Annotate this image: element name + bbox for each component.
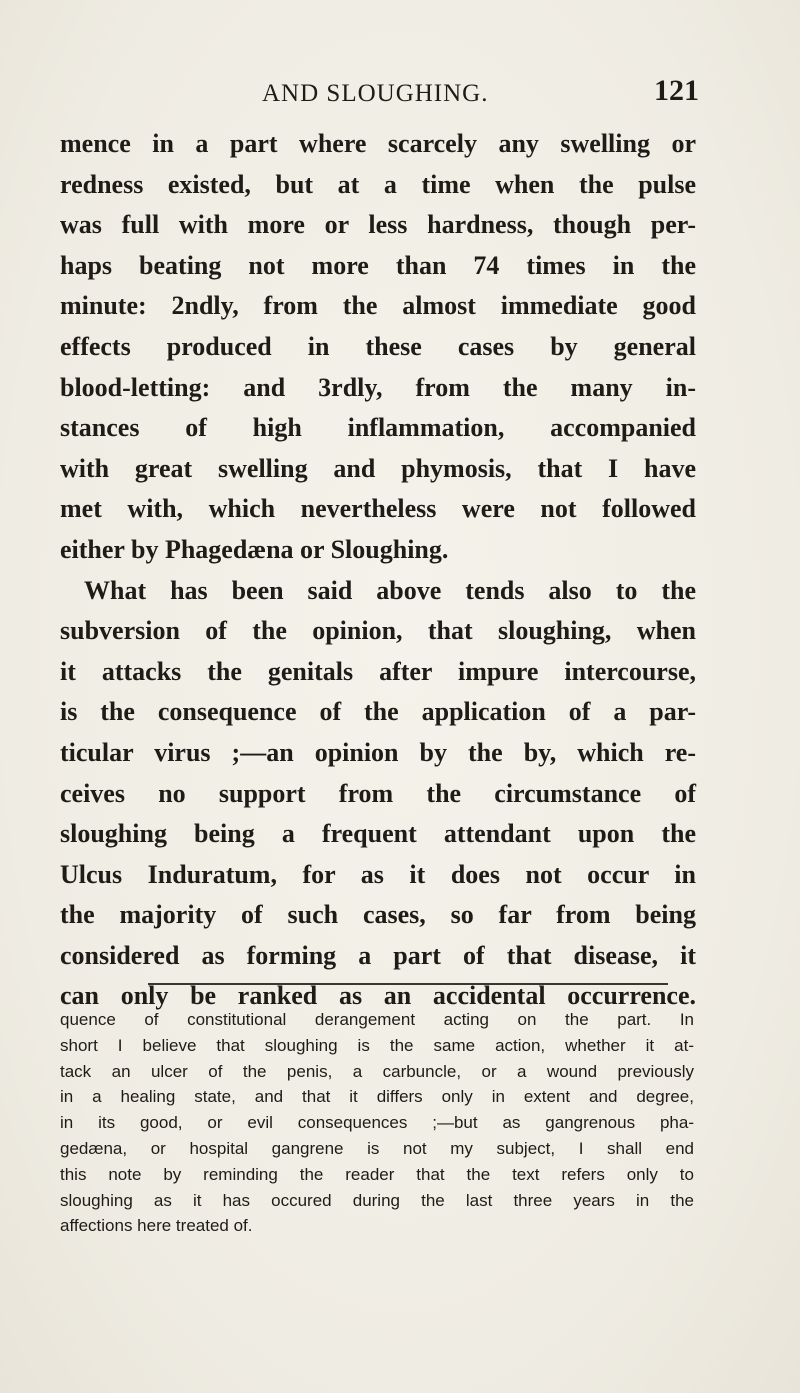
footnote-divider <box>148 983 668 985</box>
text-line: Ulcus Induratum, for as it does not occur in <box>60 859 696 889</box>
text-line: sloughing being a frequent attendant upon the <box>60 819 696 849</box>
text-line: minute: 2ndly, from the almost immediate good <box>60 291 696 321</box>
footnote-line: gedæna, or hospital gangrene is not my subject, I shall end <box>60 1138 694 1158</box>
text-line: it attacks the genitals after impure intercourse, <box>60 656 696 686</box>
text-line: was full with more or less hardness, though per- <box>60 210 696 240</box>
text-line: met with, which nevertheless were not followed <box>60 494 696 524</box>
footnote-line: short I believe that sloughing is the same action, whether it at- <box>60 1035 694 1055</box>
page-header <box>0 74 800 114</box>
text-line: blood-letting: and 3rdly, from the many in- <box>60 372 696 402</box>
main-text <box>60 124 696 1017</box>
text-line: ceives no support from the circumstance of <box>60 778 696 808</box>
text-line: with great swelling and phymosis, that I have <box>60 453 696 483</box>
text-line: effects produced in these cases by general <box>60 331 696 361</box>
footnote-line: tack an ulcer of the penis, a carbuncle, or a wound previously <box>60 1061 694 1081</box>
footnote <box>60 1007 694 1239</box>
footnote-line: affections here treated of. <box>60 1216 253 1236</box>
text-line: What has been said above tends also to the <box>84 575 696 605</box>
footnote-line: quence of constitutional derangement acting on the part. In <box>60 1010 694 1029</box>
text-line: considered as forming a part of that disease, it <box>60 940 696 970</box>
text-line: either by Phagedæna or Sloughing. <box>60 534 449 564</box>
text-line: the majority of such cases, so far from being <box>60 900 696 930</box>
footnote-line: this note by reminding the reader that the text refers only to <box>60 1164 694 1184</box>
footnote-line: in its good, or evil consequences ;—but as gangrenous pha- <box>60 1113 694 1133</box>
text-line: mence in a part where scarcely any swelling or <box>60 129 696 158</box>
text-line: ticular virus ;—an opinion by the by, which re- <box>60 737 696 767</box>
text-line: redness existed, but at a time when the pulse <box>60 169 696 199</box>
footnote-line: sloughing as it has occured during the last three years in the <box>60 1190 694 1210</box>
text-line: haps beating not more than 74 times in the <box>60 250 696 280</box>
text-line: can only be ranked as an accidental occurrence. <box>60 981 696 1011</box>
page-number: 121 <box>654 74 699 107</box>
running-head: AND SLOUGHING. <box>262 80 489 107</box>
text-line: is the consequence of the application of a par- <box>60 697 696 727</box>
text-line: stances of high inflammation, accompanied <box>60 413 696 443</box>
footnote-line: in a healing state, and that it differs only in extent and degree, <box>60 1087 694 1107</box>
text-line: subversion of the opinion, that sloughing, when <box>60 616 696 646</box>
